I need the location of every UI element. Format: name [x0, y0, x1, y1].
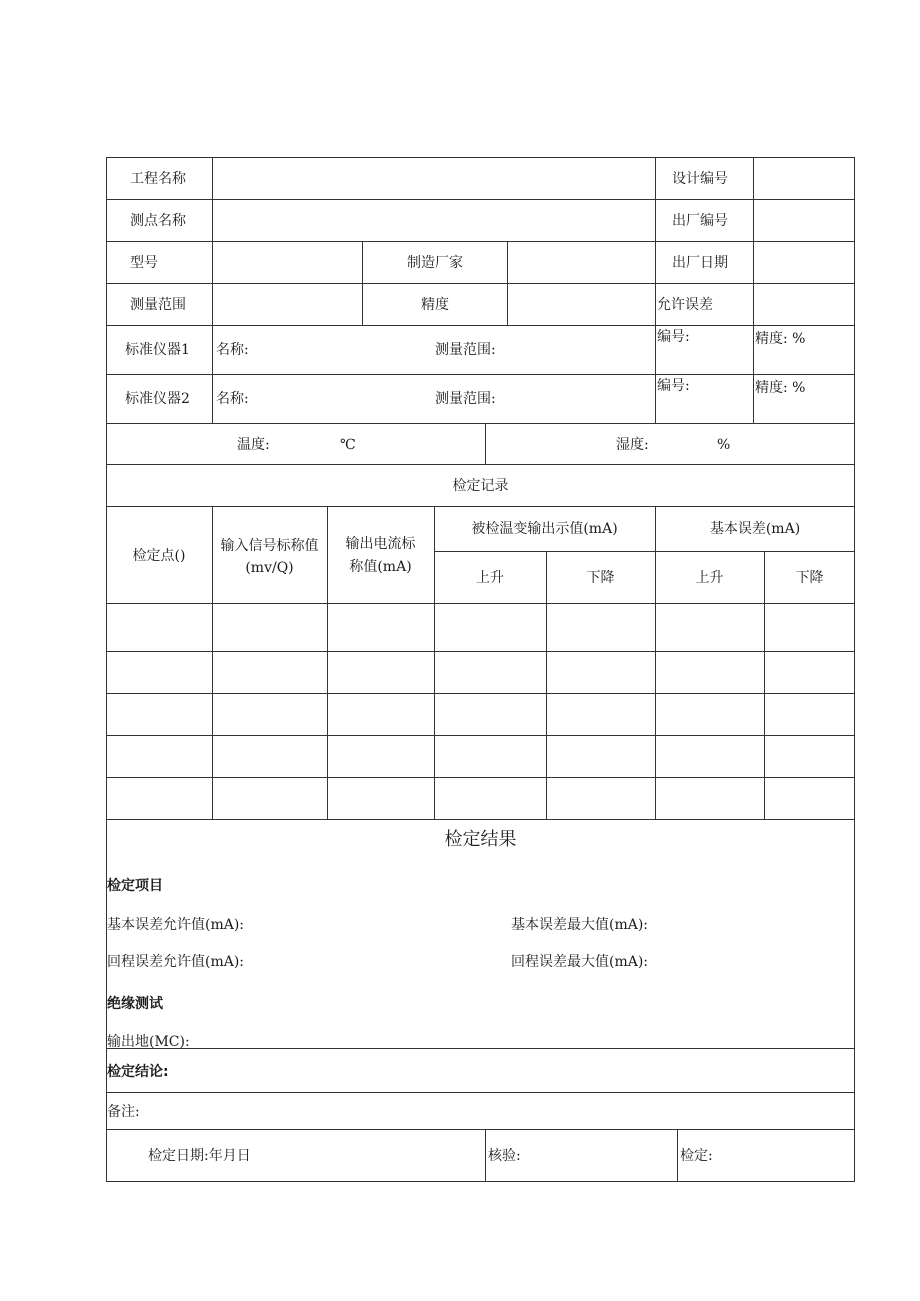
standard-2-name-label: 名称:	[216, 391, 249, 407]
output-ground-label: 输出地(MC):	[107, 1034, 190, 1050]
factory-no-label: 出厂编号	[672, 213, 728, 229]
col-line	[485, 423, 486, 464]
humidity-label: 湿度:	[616, 437, 649, 453]
col-line	[546, 551, 547, 819]
col-line	[655, 506, 656, 819]
error-rise-header: 上升	[695, 570, 724, 586]
manufacturer-label: 制造厂家	[407, 255, 463, 271]
project-name-label: 工程名称	[130, 171, 186, 187]
allowed-error-label: 允许误差	[657, 297, 713, 313]
row-line	[106, 1129, 855, 1130]
col-output-header: 输出电流标	[345, 536, 416, 552]
row-line	[106, 1092, 855, 1093]
col-line	[677, 1129, 678, 1182]
design-no-field[interactable]	[754, 158, 854, 198]
items-heading: 检定项目	[107, 878, 163, 894]
row-line	[106, 603, 855, 604]
row-line	[106, 464, 855, 465]
precision-label: 精度	[421, 297, 449, 313]
col-line	[764, 551, 765, 819]
design-no-label: 设计编号	[672, 171, 728, 187]
col-line	[655, 157, 656, 424]
col-error-header: 基本误差(mA)	[709, 521, 801, 537]
display-rise-header: 上升	[476, 570, 504, 586]
date-label: 检定日期:年月日	[148, 1148, 251, 1164]
row-line	[106, 819, 855, 820]
row-line	[106, 1048, 855, 1049]
factory-no-field[interactable]	[754, 200, 854, 240]
row-line	[106, 693, 855, 694]
error-fall-header: 下降	[795, 570, 824, 586]
standard-2-label: 标准仪器2	[125, 391, 190, 407]
humidity-unit: %	[717, 437, 731, 453]
col-point-header: 检定点()	[132, 548, 186, 564]
point-name-label: 测点名称	[130, 213, 186, 229]
factory-date-label: 出厂日期	[672, 255, 728, 271]
display-fall-header: 下降	[586, 570, 615, 586]
col-input-unit: (mv/Q)	[245, 560, 294, 576]
row-line	[106, 423, 855, 424]
measure-range-label: 测量范围	[130, 297, 186, 313]
col-input-header: 输入信号标称值	[220, 538, 319, 554]
project-name-field[interactable]	[213, 158, 654, 198]
basic-max-label: 基本误差最大值(mA):	[511, 917, 649, 933]
verifier-label: 检定:	[680, 1148, 713, 1164]
remarks-label: 备注:	[107, 1104, 140, 1120]
standard-1-range-label: 测量范围:	[435, 342, 496, 358]
result-title: 检定结果	[444, 829, 517, 850]
standard-2-precision-label: 精度: %	[755, 380, 806, 396]
row-line	[106, 735, 855, 736]
standard-1-name-label: 名称:	[216, 342, 249, 358]
insulation-heading: 绝缘测试	[107, 996, 163, 1012]
standard-2-no-label: 编号:	[657, 378, 690, 394]
point-name-field[interactable]	[213, 200, 654, 240]
model-field[interactable]	[213, 242, 361, 282]
record-title: 检定记录	[452, 478, 509, 494]
basic-allowed-label: 基本误差允许值(mA):	[107, 917, 245, 933]
row-line	[434, 551, 855, 552]
conclusion-label: 检定结论:	[107, 1064, 169, 1080]
row-line	[106, 374, 855, 375]
row-line	[106, 325, 855, 326]
model-label: 型号	[130, 255, 158, 271]
col-line	[485, 1129, 486, 1182]
manufacturer-field[interactable]	[508, 242, 654, 282]
row-line	[106, 777, 855, 778]
allowed-error-field[interactable]	[754, 284, 854, 324]
standard-2-range-label: 测量范围:	[435, 391, 496, 407]
standard-1-label: 标准仪器1	[125, 342, 190, 358]
temperature-unit: ℃	[340, 437, 356, 453]
col-display-header: 被检温变输出示值(mA)	[471, 521, 618, 537]
measure-range-field[interactable]	[213, 284, 361, 324]
standard-1-no-label: 编号:	[657, 329, 690, 345]
temperature-label: 温度:	[237, 437, 270, 453]
row-line	[106, 506, 855, 507]
review-label: 核验:	[488, 1148, 521, 1164]
precision-field[interactable]	[508, 284, 654, 324]
return-max-label: 回程误差最大值(mA):	[511, 954, 649, 970]
standard-1-precision-label: 精度: %	[755, 331, 806, 347]
col-output-unit: 称值(mA)	[349, 559, 412, 575]
row-line	[106, 651, 855, 652]
return-allowed-label: 回程误差允许值(mA):	[107, 954, 245, 970]
factory-date-field[interactable]	[754, 242, 854, 282]
col-line	[434, 506, 435, 819]
